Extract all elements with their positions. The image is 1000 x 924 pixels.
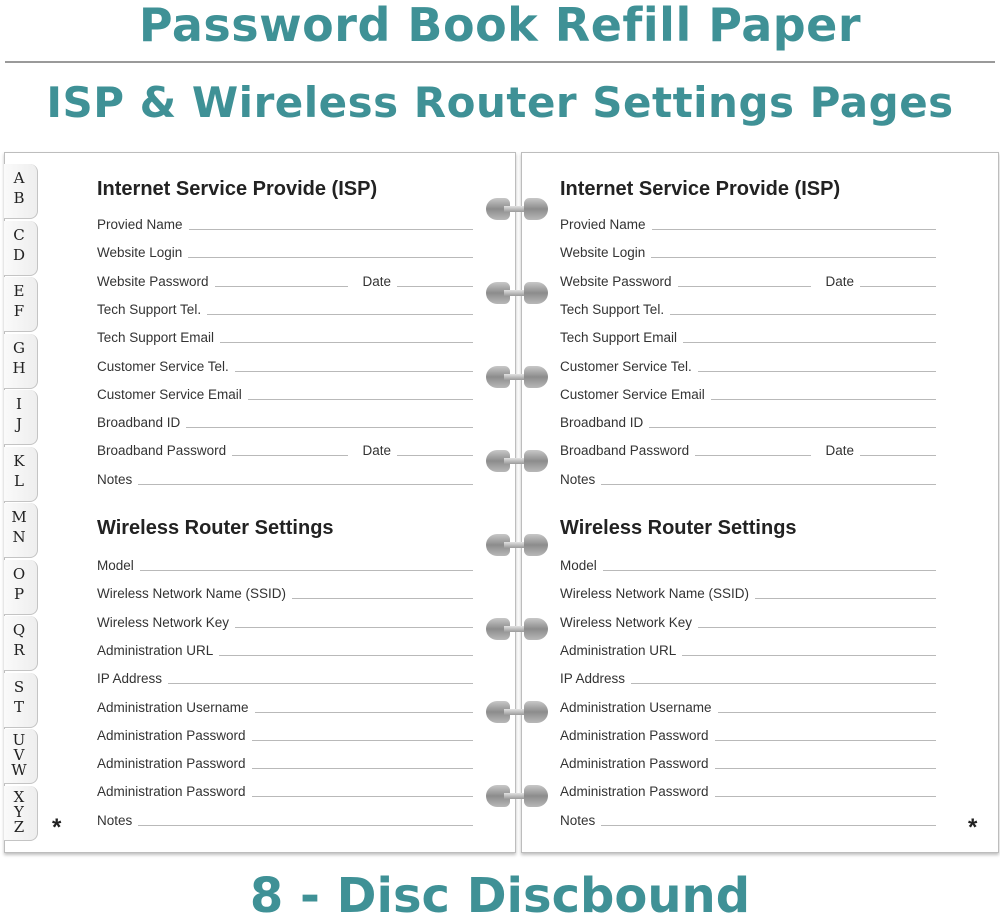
alphabet-tab[interactable] xyxy=(4,503,38,558)
form-field-row xyxy=(97,216,473,232)
form-field-row xyxy=(97,557,473,573)
write-in-line[interactable] xyxy=(189,228,473,230)
form-field-row xyxy=(97,358,473,374)
tab-letter: X xyxy=(13,787,25,806)
field-label: Provied Name xyxy=(560,217,646,232)
tab-letter: G xyxy=(13,338,25,357)
date-write-in-line[interactable] xyxy=(397,454,473,456)
tab-letter: O xyxy=(12,564,26,583)
write-in-line[interactable] xyxy=(683,341,936,343)
star-mark-left: * xyxy=(52,814,62,841)
field-label: Notes xyxy=(97,812,133,828)
write-in-line[interactable] xyxy=(188,256,473,258)
field-label: Administration Password xyxy=(97,784,246,800)
form-field-row xyxy=(97,471,473,487)
form-field-row xyxy=(560,670,936,686)
field-label: Broadband Password xyxy=(560,443,690,459)
field-label: Administration Password xyxy=(97,756,246,772)
field-label: Broadband Password xyxy=(97,443,227,459)
tab-letter: B xyxy=(13,189,25,207)
form-field-row xyxy=(97,329,473,345)
field-label: Tech Support Tel. xyxy=(560,301,665,317)
field-label: Administration URL xyxy=(560,642,677,658)
field-label: Model xyxy=(97,558,134,573)
write-in-line[interactable] xyxy=(652,228,936,230)
date-write-in-line[interactable] xyxy=(860,454,936,456)
write-in-line[interactable] xyxy=(252,739,473,741)
star-mark-right: * xyxy=(968,814,978,841)
tab-letter: M xyxy=(11,508,27,526)
write-in-line[interactable] xyxy=(649,426,936,428)
field-label: Wireless Network Name (SSID) xyxy=(560,586,750,602)
router-section-title: Wireless Router Settings xyxy=(560,517,797,539)
form-field-row xyxy=(97,699,473,715)
tab-letter: U xyxy=(12,731,26,749)
tab-letter: W xyxy=(11,761,27,779)
field-label: Model xyxy=(560,558,597,573)
form-field-row xyxy=(560,585,936,601)
binding-disc xyxy=(486,701,548,723)
field-label: Administration Password xyxy=(97,727,246,743)
form-field-row xyxy=(560,642,936,658)
field-label: Website Password xyxy=(97,273,209,289)
date-label: Date xyxy=(362,443,391,459)
tab-letter: P xyxy=(13,584,25,603)
write-in-line[interactable] xyxy=(207,313,473,315)
form-field-row xyxy=(97,244,473,260)
field-label: Customer Service Tel. xyxy=(97,358,229,374)
write-in-line[interactable] xyxy=(292,597,473,599)
form-field-row xyxy=(560,614,936,630)
alphabet-tab[interactable] xyxy=(4,277,38,332)
field-label: Wireless Network Name (SSID) xyxy=(97,586,287,602)
form-field-row xyxy=(560,727,936,743)
form-field-row xyxy=(97,670,473,686)
form-field-row xyxy=(97,585,473,601)
field-label: Tech Support Email xyxy=(560,330,678,346)
field-label: Tech Support Email xyxy=(97,330,215,346)
field-label: Website Password xyxy=(560,273,672,289)
tab-letter: S xyxy=(13,677,25,696)
page-title: Password Book Refill Paper xyxy=(138,0,862,52)
write-in-line[interactable] xyxy=(252,767,473,769)
tab-letter: K xyxy=(13,451,25,470)
tab-letter: A xyxy=(13,169,25,187)
write-in-line[interactable] xyxy=(711,398,936,400)
form-field-row xyxy=(560,755,936,771)
alphabet-tabs xyxy=(4,152,38,851)
field-label: Administration Password xyxy=(560,727,709,743)
binding-disc xyxy=(486,282,548,304)
field-label: Notes xyxy=(97,471,133,487)
title-divider xyxy=(5,61,995,63)
form-field-row xyxy=(97,273,473,289)
write-in-line[interactable] xyxy=(715,767,936,769)
form-field-row xyxy=(97,414,473,430)
form-field-row xyxy=(97,442,473,458)
write-in-line[interactable] xyxy=(138,824,473,826)
write-in-line[interactable] xyxy=(601,483,936,485)
write-in-line[interactable] xyxy=(631,682,936,684)
field-label: IP Address xyxy=(560,671,626,687)
field-label: Administration Password xyxy=(560,756,709,772)
tab-letter: R xyxy=(13,641,25,659)
field-label: Notes xyxy=(560,471,596,487)
form-field-row xyxy=(97,755,473,771)
write-in-line[interactable] xyxy=(682,654,936,656)
binding-disc xyxy=(486,785,548,807)
binding-disc xyxy=(486,450,548,472)
date-write-in-line[interactable] xyxy=(860,285,936,287)
write-in-line[interactable] xyxy=(698,626,936,628)
field-label: Notes xyxy=(560,812,596,828)
binding-disc xyxy=(486,618,548,640)
tab-letter: L xyxy=(14,471,24,490)
write-in-line[interactable] xyxy=(219,654,473,656)
form-field-row xyxy=(560,329,936,345)
write-in-line[interactable] xyxy=(138,483,473,485)
write-in-line[interactable] xyxy=(168,682,473,684)
tab-letter: V xyxy=(13,746,25,764)
write-in-line[interactable] xyxy=(695,454,811,456)
form-field-row xyxy=(97,812,473,828)
field-label: Wireless Network Key xyxy=(560,614,693,630)
write-in-line[interactable] xyxy=(220,341,473,343)
write-in-line[interactable] xyxy=(678,285,812,287)
field-label: Provied Name xyxy=(97,217,183,232)
field-label: Customer Service Email xyxy=(560,386,705,402)
tab-letter: I xyxy=(16,395,22,413)
tab-letter: C xyxy=(13,225,25,244)
field-label: Wireless Network Key xyxy=(97,614,230,630)
write-in-line[interactable] xyxy=(755,597,936,599)
form-field-row xyxy=(560,783,936,799)
router-section-title: Wireless Router Settings xyxy=(97,517,334,539)
write-in-line[interactable] xyxy=(252,795,473,797)
date-write-in-line[interactable] xyxy=(397,285,473,287)
tab-letter: Q xyxy=(12,621,26,639)
alphabet-tab[interactable] xyxy=(4,390,38,445)
write-in-line[interactable] xyxy=(603,569,936,571)
date-label: Date xyxy=(362,273,391,289)
write-in-line[interactable] xyxy=(186,426,473,428)
binding-disc xyxy=(486,534,548,556)
field-label: Administration Password xyxy=(560,784,709,800)
form-field-row xyxy=(560,273,936,289)
alphabet-tab[interactable] xyxy=(4,560,38,615)
write-in-line[interactable] xyxy=(715,739,936,741)
field-label: Broadband ID xyxy=(560,415,644,431)
alphabet-tab[interactable] xyxy=(4,673,38,728)
form-field-row xyxy=(97,301,473,317)
field-label: Website Login xyxy=(97,245,183,261)
alphabet-tab[interactable] xyxy=(4,786,38,841)
alphabet-tab[interactable] xyxy=(4,164,38,219)
form-field-row xyxy=(97,727,473,743)
page-subtitle: ISP & Wireless Router Settings Pages xyxy=(46,78,954,127)
write-in-line[interactable] xyxy=(601,824,936,826)
write-in-line[interactable] xyxy=(698,370,936,372)
write-in-line[interactable] xyxy=(670,313,936,315)
form-field-row xyxy=(97,783,473,799)
form-field-row xyxy=(560,471,936,487)
alphabet-tab[interactable] xyxy=(4,616,38,671)
form-field-row xyxy=(560,557,936,573)
form-field-row xyxy=(560,699,936,715)
write-in-line[interactable] xyxy=(215,285,349,287)
form-field-row xyxy=(560,244,936,260)
form-field-row xyxy=(560,442,936,458)
form-field-row xyxy=(97,614,473,630)
form-field-row xyxy=(97,642,473,658)
binding-disc xyxy=(486,366,548,388)
tab-letter: E xyxy=(13,282,25,300)
write-in-line[interactable] xyxy=(255,711,473,713)
footer-caption: 8 - Disc Discbound xyxy=(249,868,751,924)
write-in-line[interactable] xyxy=(248,398,473,400)
isp-section-title: Internet Service Provide (ISP) xyxy=(97,178,378,200)
alphabet-tab[interactable] xyxy=(4,447,38,502)
tab-letter: Z xyxy=(13,817,25,836)
form-field-row xyxy=(560,812,936,828)
alphabet-tab[interactable] xyxy=(4,729,38,784)
write-in-line[interactable] xyxy=(235,370,473,372)
form-field-row xyxy=(560,414,936,430)
form-field-row xyxy=(560,301,936,317)
form-field-row xyxy=(560,216,936,232)
date-label: Date xyxy=(825,443,854,459)
form-field-row xyxy=(560,358,936,374)
date-label: Date xyxy=(825,273,854,289)
field-label: Website Login xyxy=(560,245,646,261)
tab-letter: F xyxy=(13,302,25,320)
tab-letter: D xyxy=(12,245,26,264)
write-in-line[interactable] xyxy=(715,795,936,797)
field-label: Customer Service Email xyxy=(97,386,242,402)
field-label: Administration Username xyxy=(560,699,712,715)
field-label: Tech Support Tel. xyxy=(97,301,202,317)
tab-letter: T xyxy=(13,697,24,716)
field-label: IP Address xyxy=(97,671,163,687)
field-label: Administration URL xyxy=(97,642,214,658)
alphabet-tab[interactable] xyxy=(4,334,38,389)
write-in-line[interactable] xyxy=(235,626,473,628)
field-label: Customer Service Tel. xyxy=(560,358,692,374)
tab-letter: Y xyxy=(14,802,24,821)
tab-letter: J xyxy=(15,415,22,433)
write-in-line[interactable] xyxy=(651,256,936,258)
tab-letter: N xyxy=(12,528,26,546)
field-label: Broadband ID xyxy=(97,415,181,431)
field-label: Administration Username xyxy=(97,699,249,715)
alphabet-tab[interactable] xyxy=(4,221,38,276)
write-in-line[interactable] xyxy=(232,454,348,456)
form-field-row xyxy=(97,386,473,402)
isp-section-title: Internet Service Provide (ISP) xyxy=(560,178,841,200)
write-in-line[interactable] xyxy=(718,711,936,713)
tab-letter: H xyxy=(12,358,26,377)
binding-disc xyxy=(486,198,548,220)
write-in-line[interactable] xyxy=(140,569,473,571)
form-field-row xyxy=(560,386,936,402)
